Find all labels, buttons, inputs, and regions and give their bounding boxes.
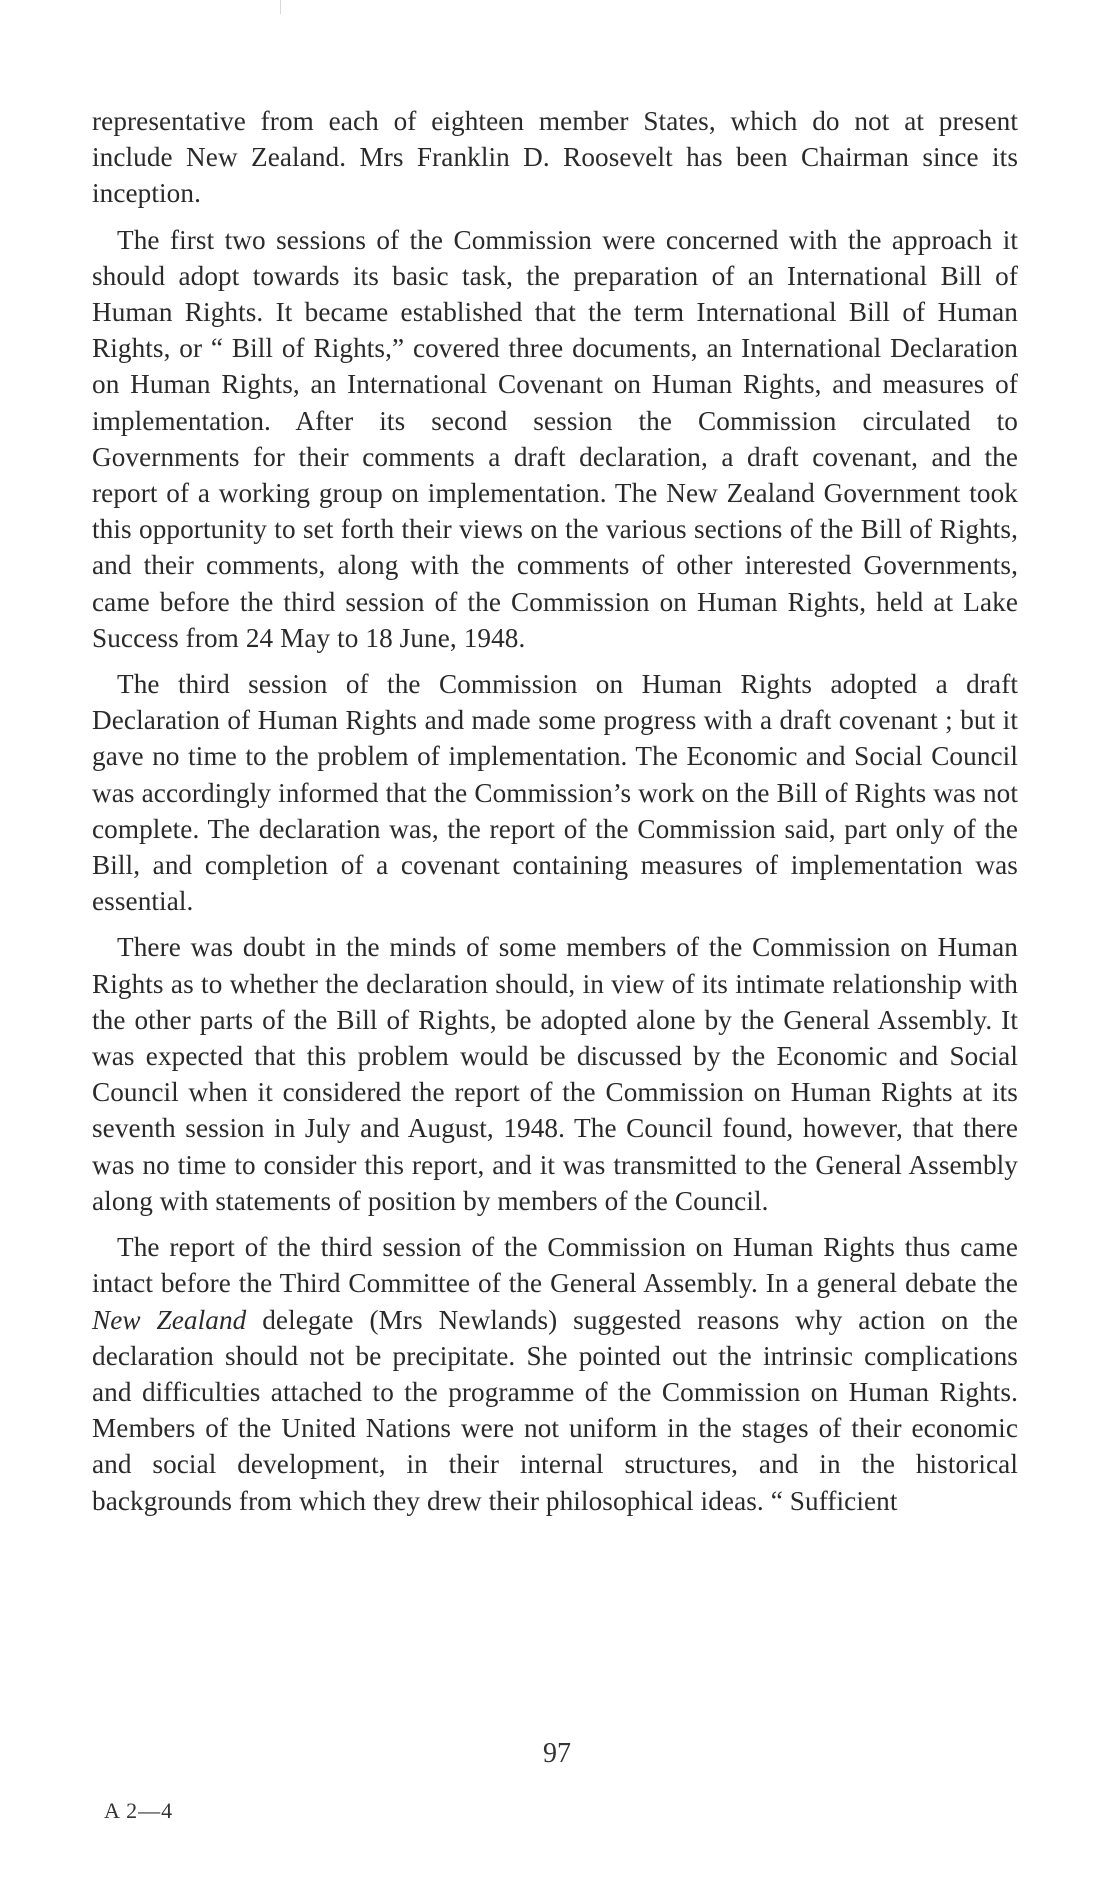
paragraph-text: delegate (Mrs Newlands) suggested reasons why action on the declaration should not be precipitate. She pointed out the intrinsic complications and difficulties attached to the programme of the Commission on Human Rights. Members of the United Nations were not uniform in the stages of their economic and social development, in their internal structures, and in the historical backgrounds from which they drew their philosophical ideas. “ Sufficient xyxy=(92,1304,1018,1516)
paragraph xyxy=(92,929,1018,1219)
paragraph-text: The report of the third session of the Commission on Human Rights thus came intact before the Third Committee of the General Assembly. In a general debate the xyxy=(92,1232,1018,1299)
paragraph xyxy=(92,1229,1018,1519)
printer-signature-mark: A 2—4 xyxy=(104,1798,174,1823)
paragraph xyxy=(92,103,1018,212)
italic-text: New Zealand xyxy=(92,1304,247,1335)
paragraph-text: representative from each of eighteen member States, which do not at present include New Zealand. Mrs Franklin D. Roosevelt has been Chairman since its inception. xyxy=(92,106,1018,209)
paragraph xyxy=(92,222,1018,656)
scan-artifact-tick xyxy=(280,0,281,14)
paragraph-text: The third session of the Commission on Human Rights adopted a draft Declaration of Human Rights and made some progress with a draft covenant ; but it gave no time to the problem of implementation. The Economic and Social Council was accordingly informed that the Commission’s work on the Bill of Rights was not complete. The declaration was, the report of the Commission said, part only of the Bill, and completion of a covenant containing measures of implementation was essential. xyxy=(92,669,1018,917)
paragraph-text: There was doubt in the minds of some members of the Commission on Human Rights as to whether the declaration should, in view of its intimate relationship with the other parts of the Bill of Rights, be adopted alone by the General Assembly. It was expected that this problem would be discussed by the Economic and Social Council when it considered the report of the Commission on Human Rights at its seventh session in July and August, 1948. The Council found, however, that there was no time to consider this report, and it was transmitted to the General Assembly along with statements of position by members of the Council. xyxy=(92,932,1018,1216)
paragraph-text: The first two sessions of the Commission were concerned with the approach it should adopt towards its basic task, the preparation of an International Bill of Human Rights. It became established that the term International Bill of Human Rights, or “ Bill of Rights,” covered three documents, an International Declaration on Human Rights, an International Covenant on Human Rights, and measures of implementation. After its second session the Commission circulated to Governments for their comments a draft declaration, a draft covenant, and the report of a working group on implementation. The New Zealand Government took this opportunity to set forth their views on the various sections of the Bill of Rights, and their comments, along with the comments of other interested Governments, came before the third session of the Commission on Human Rights, held at Lake Success from 24 May to 18 June, 1948. xyxy=(92,224,1018,653)
paragraph xyxy=(92,666,1018,919)
page-number: 97 xyxy=(543,1738,571,1769)
body-text xyxy=(92,103,1018,1529)
